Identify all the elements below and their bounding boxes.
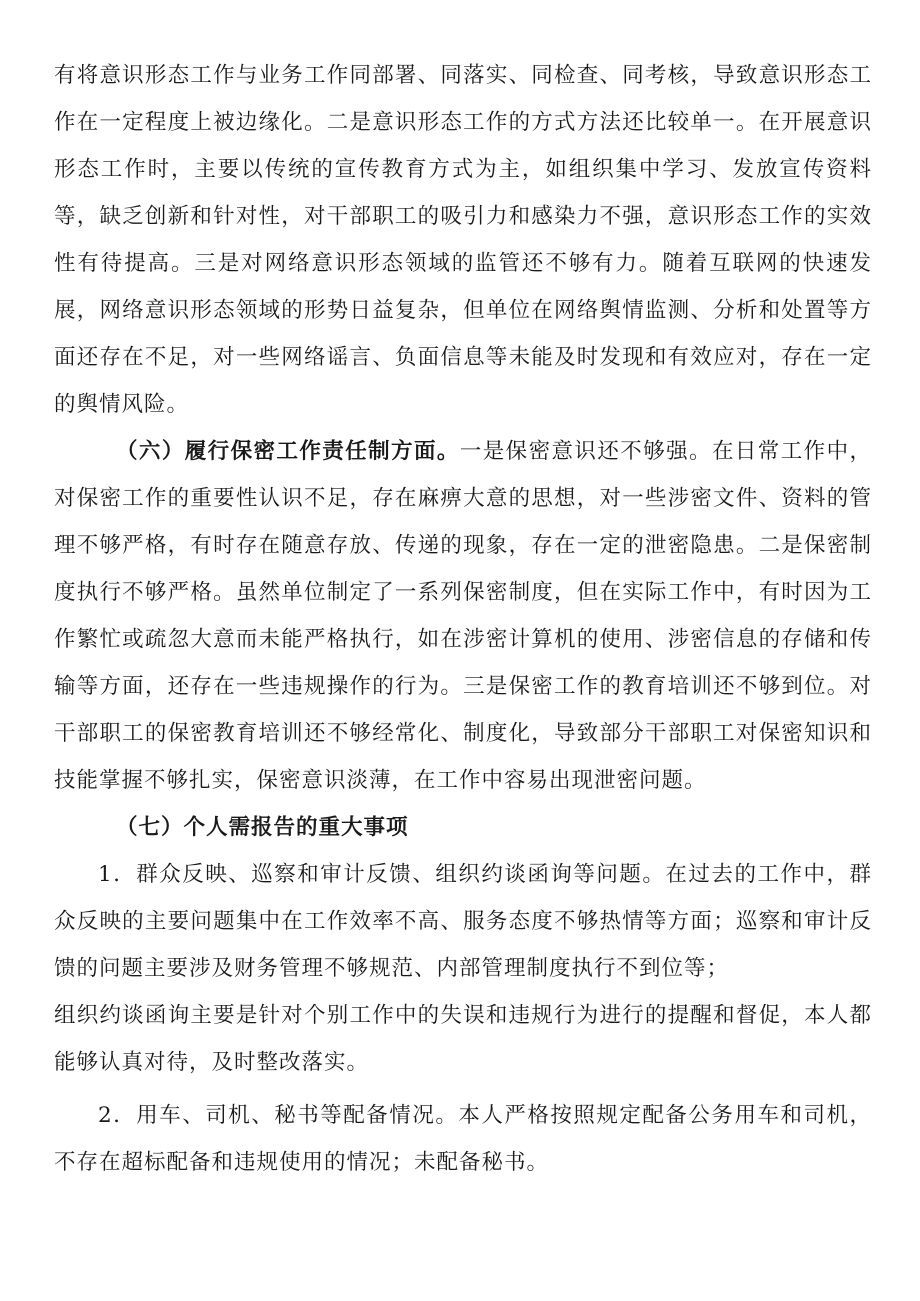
item-2-paragraph: 2．用车、司机、秘书等配备情况。本人严格按照规定配备公务用车和司机，不存在超标配备和违规使用的情况；未配备秘书。 [54,1103,872,1175]
item-1-paragraph: 1．群众反映、巡察和审计反馈、组织约谈函询等问题。在过去的工作中，群众反映的主要问题集中在工作效率不高、服务态度不够热情等方面；巡察和审计反馈的问题主要涉及财务管理不够规范、内部管理制度执行不到位等； [54,862,872,981]
section-6-title: （六）履行保密工作责任制方面。 [116,439,460,464]
document-page [54,52,872,1186]
body-paragraph-ideology-continued: 有将意识形态工作与业务工作同部署、同落实、同检查、同考核，导致意识形态工作在一定程度上被边缘化。二是意识形态工作的方式方法还比较单一。在开展意识形态工作时，主要以传统的宣传教育方式为主，如组织集中学习、发放宣传资料等，缺乏创新和针对性，对干部职工的吸引力和感染力不强，意识形态工作的实效性有待提高。三是对网络意识形态领域的监管还不够有力。随着互联网的快速发展，网络意识形态领域的形势日益复杂，但单位在网络舆情监测、分析和处置等方面还存在不足，对一些网络谣言、负面信息等未能及时发现和有效应对，存在一定的舆情风险。 [54,63,872,417]
item-1-continuation: 组织约谈函询主要是针对个别工作中的失误和违规行为进行的提醒和督促，本人都能够认真对待，及时整改落实。 [54,1003,872,1075]
section-6-paragraph [54,428,872,804]
section-6-body: 一是保密意识还不够强。在日常工作中，对保密工作的重要性认识不足，存在麻痹大意的思想，对一些涉密文件、资料的管理不够严格，有时存在随意存放、传递的现象，存在一定的泄密隐患。二是保密制度执行不够严格。虽然单位制定了一系列保密制度，但在实际工作中，有时因为工作繁忙或疏忽大意而未能严格执行，如在涉密计算机的使用、涉密信息的存储和传输等方面，还存在一些违规操作的行为。三是保密工作的教育培训还不够到位。对干部职工的保密教育培训还不够经常化、制度化，导致部分干部职工对保密知识和技能掌握不够扎实，保密意识淡薄，在工作中容易出现泄密问题。 [54,439,872,793]
section-7-title: （七）个人需报告的重大事项 [116,815,409,840]
